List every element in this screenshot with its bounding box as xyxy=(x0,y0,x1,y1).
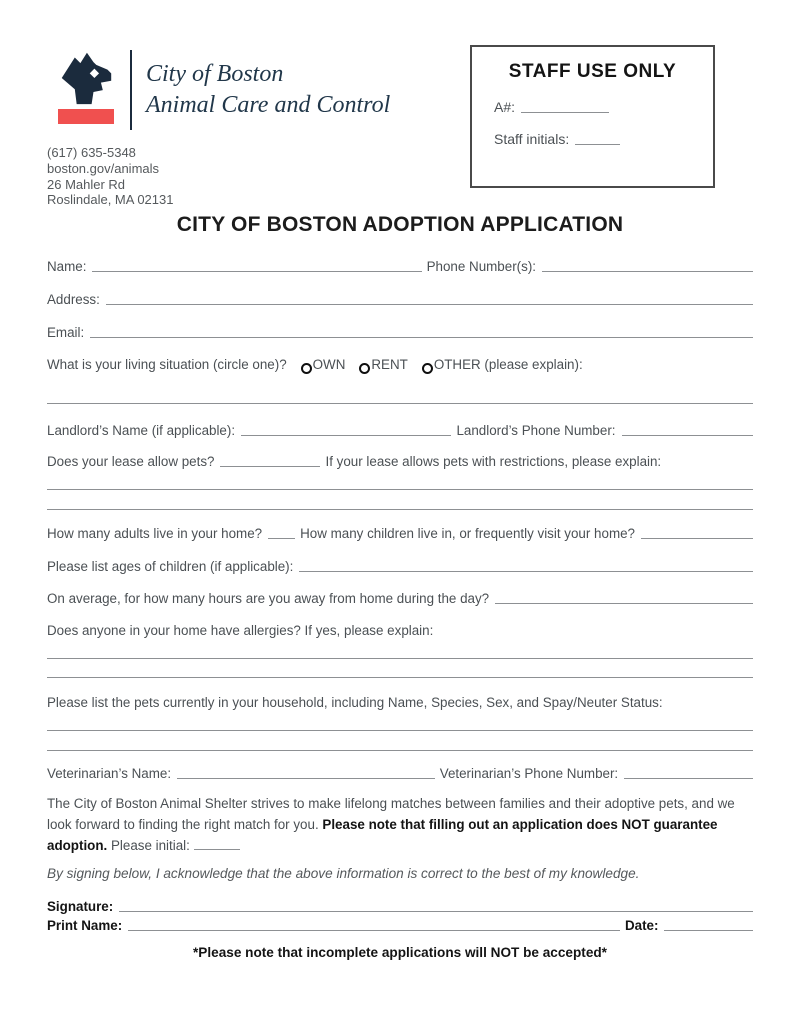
children-label: How many children live in, or frequently visit your home? xyxy=(300,526,636,541)
allergies-field-line1[interactable] xyxy=(47,658,753,659)
staff-use-box xyxy=(470,45,715,188)
name-field[interactable] xyxy=(92,271,421,272)
application-notice xyxy=(47,793,753,856)
logo-org-line2: Animal Care and Control xyxy=(146,92,391,118)
children-ages-label: Please list ages of children (if applicable): xyxy=(47,559,294,574)
contact-city: Roslindale, MA 02131 xyxy=(47,192,174,208)
contact-website: boston.gov/animals xyxy=(47,160,160,176)
staff-initials-label: Staff initials: xyxy=(494,131,570,147)
phone-label: Phone Number(s): xyxy=(426,259,536,274)
hours-away-field[interactable] xyxy=(495,603,753,604)
allergies-label: Does anyone in your home have allergies? If yes, please explain: xyxy=(47,623,434,638)
logo-red-bar xyxy=(58,109,114,124)
incomplete-applications-note: *Please note that incomplete applications will NOT be accepted* xyxy=(193,945,607,960)
vet-phone-label: Veterinarian’s Phone Number: xyxy=(439,766,619,781)
lease-restrictions-field-line1[interactable] xyxy=(47,489,753,490)
date-field[interactable] xyxy=(664,930,753,931)
vet-name-label: Veterinarian’s Name: xyxy=(47,766,172,781)
acknowledgement-statement: By signing below, I acknowledge that the above information is correct to the best of my knowledge. xyxy=(47,866,640,881)
header xyxy=(0,0,800,208)
signature-field[interactable] xyxy=(119,911,753,912)
landlord-phone-field[interactable] xyxy=(622,435,753,436)
logo-org-name xyxy=(146,50,390,121)
print-name-field[interactable] xyxy=(128,930,620,931)
staff-initials-field[interactable] xyxy=(575,144,620,145)
page-title: CITY OF BOSTON ADOPTION APPLICATION xyxy=(176,213,624,236)
signature-label: Signature: xyxy=(47,899,114,914)
allergies-field-line2[interactable] xyxy=(47,677,753,678)
dog-icon xyxy=(58,50,114,106)
contact-street: 26 Mahler Rd xyxy=(47,176,126,192)
email-label: Email: xyxy=(47,325,85,340)
phone-field[interactable] xyxy=(542,271,753,272)
own-option-label: OWN xyxy=(312,357,346,372)
pets-list-field-line1[interactable] xyxy=(47,730,753,731)
a-number-field[interactable] xyxy=(521,112,609,113)
logo-divider xyxy=(130,50,132,130)
children-count-field[interactable] xyxy=(641,538,753,539)
notice-bold-text: Please note that filling out an application does NOT guarantee adoption. xyxy=(47,817,718,853)
date-label: Date: xyxy=(624,918,659,933)
logo-org-line1: City of Boston xyxy=(146,61,284,87)
rent-option-label: RENT xyxy=(371,357,408,372)
notice-text: The City of Boston Animal Shelter strives to make lifelong matches between families and their adoptive pets, and we look forward to finding the right match for you. xyxy=(47,796,735,832)
lease-restrictions-label: If your lease allows pets with restrictions, please explain: xyxy=(325,454,662,469)
landlord-phone-label: Landlord’s Phone Number: xyxy=(456,423,616,438)
lease-pets-field[interactable] xyxy=(220,466,320,467)
landlord-name-label: Landlord’s Name (if applicable): xyxy=(47,423,236,438)
children-ages-field[interactable] xyxy=(299,571,753,572)
email-field[interactable] xyxy=(90,337,753,338)
adults-label: How many adults live in your home? xyxy=(47,526,263,541)
lease-pets-label: Does your lease allow pets? xyxy=(47,454,215,469)
name-label: Name: xyxy=(47,259,87,274)
landlord-name-field[interactable] xyxy=(241,435,451,436)
other-option-label: OTHER (please explain): xyxy=(433,357,583,372)
initial-field[interactable] xyxy=(194,838,240,850)
initial-label: Please initial: xyxy=(107,838,194,853)
print-name-label: Print Name: xyxy=(47,918,123,933)
vet-phone-field[interactable] xyxy=(624,778,753,779)
pets-list-label: Please list the pets currently in your household, including Name, Species, Sex, and Spay/Neuter Status: xyxy=(47,695,663,710)
address-label: Address: xyxy=(47,292,100,307)
own-radio-circle[interactable] xyxy=(301,363,312,374)
contact-phone: (617) 635-5348 xyxy=(47,145,136,160)
pets-list-field-line2[interactable] xyxy=(47,750,753,751)
contact-info xyxy=(47,145,173,208)
a-number-label: A#: xyxy=(494,99,516,115)
lease-restrictions-field-line2[interactable] xyxy=(47,509,753,510)
rent-radio-circle[interactable] xyxy=(359,363,370,374)
other-radio-circle[interactable] xyxy=(422,363,433,374)
living-situation-explain-field[interactable] xyxy=(47,403,753,404)
logo xyxy=(58,50,390,130)
hours-away-label: On average, for how many hours are you away from home during the day? xyxy=(47,591,490,606)
logo-mark xyxy=(58,50,114,124)
living-situation-label: What is your living situation (circle one)? xyxy=(47,357,287,372)
vet-name-field[interactable] xyxy=(177,778,435,779)
address-field[interactable] xyxy=(106,304,753,305)
staff-use-title: STAFF USE ONLY xyxy=(508,61,677,82)
adults-count-field[interactable] xyxy=(268,538,295,539)
